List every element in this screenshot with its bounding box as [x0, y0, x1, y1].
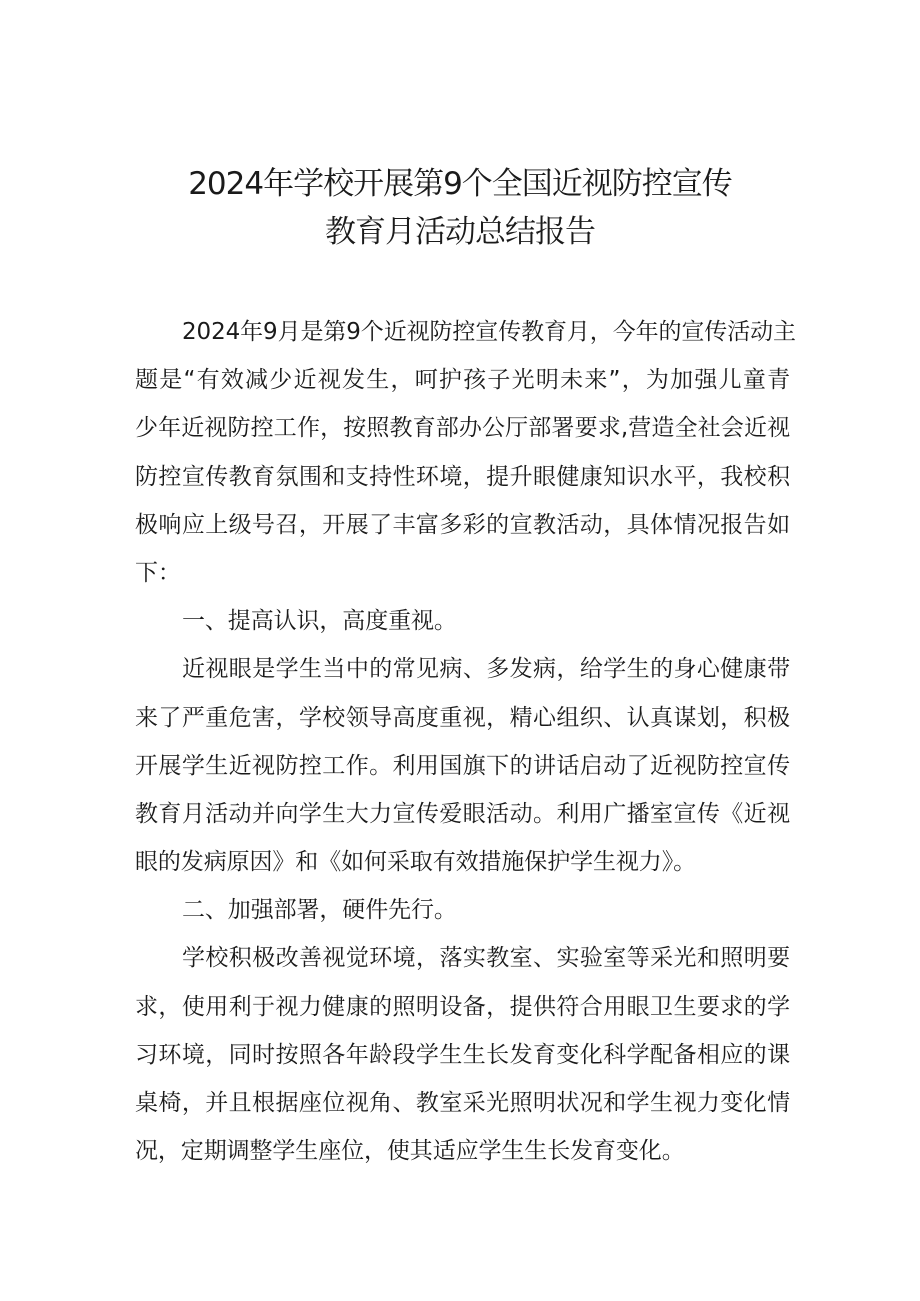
text-line: 眼的发病原因》和《如何采取有效措施保护学生视力》。: [135, 849, 697, 876]
text-line: 学校积极改善视觉环境，落实教室、实验室等采光和照明要: [182, 945, 790, 972]
paragraph-section-1: [135, 645, 790, 886]
text-line: 极响应上级号召，开展了丰富多彩的宣教活动，具体情况报告如: [135, 511, 790, 538]
text-line: 防控宣传教育氛围和支持性环境，提升眼健康知识水平，我校积: [135, 463, 790, 490]
text-line: 求，使用利于视力健康的照明设备，提供符合用眼卫生要求的学: [135, 993, 790, 1020]
text-line: 习环境，同时按照各年龄段学生生长发育变化科学配备相应的课: [135, 1041, 790, 1068]
text-line: 况，定期调整学生座位，使其适应学生生长发育变化。: [135, 1138, 685, 1165]
heading-line: 二、加强部署，硬件先行。: [182, 897, 457, 924]
paragraph-section-2: [135, 934, 790, 1175]
paragraph-intro: [135, 308, 796, 597]
text-line: 来了严重危害，学校领导高度重视，精心组织、认真谋划，积极: [135, 704, 790, 731]
section-heading-2: [135, 886, 790, 934]
text-line: 题是“有效减少近视发生，呵护孩子光明未来”，为加强儿童青: [135, 367, 790, 394]
document-body: [135, 308, 796, 1175]
heading-line: 一、提高认识，高度重视。: [182, 608, 457, 635]
title-line-2: 教育月活动总结报告: [325, 214, 595, 250]
text-line: 开展学生近视防控工作。利用国旗下的讲话启动了近视防控宣传: [135, 752, 790, 779]
text-line: 下：: [135, 559, 181, 586]
document-title: [120, 160, 800, 256]
title-line-1: 2024年学校开展第9个全国近视防控宣传: [188, 166, 732, 202]
text-line: 少年近视防控工作，按照教育部办公厅部署要求,营造全社会近视: [135, 415, 790, 442]
text-line: 教育月活动并向学生大力宣传爱眼活动。利用广播室宣传《近视: [135, 800, 790, 827]
section-heading-1: [135, 597, 790, 645]
text-line: 近视眼是学生当中的常见病、多发病，给学生的身心健康带: [182, 656, 790, 683]
text-line: 2024年9月是第9个近视防控宣传教育月，今年的宣传活动主: [182, 319, 796, 345]
text-line: 桌椅，并且根据座位视角、教室采光照明状况和学生视力变化情: [135, 1090, 790, 1116]
